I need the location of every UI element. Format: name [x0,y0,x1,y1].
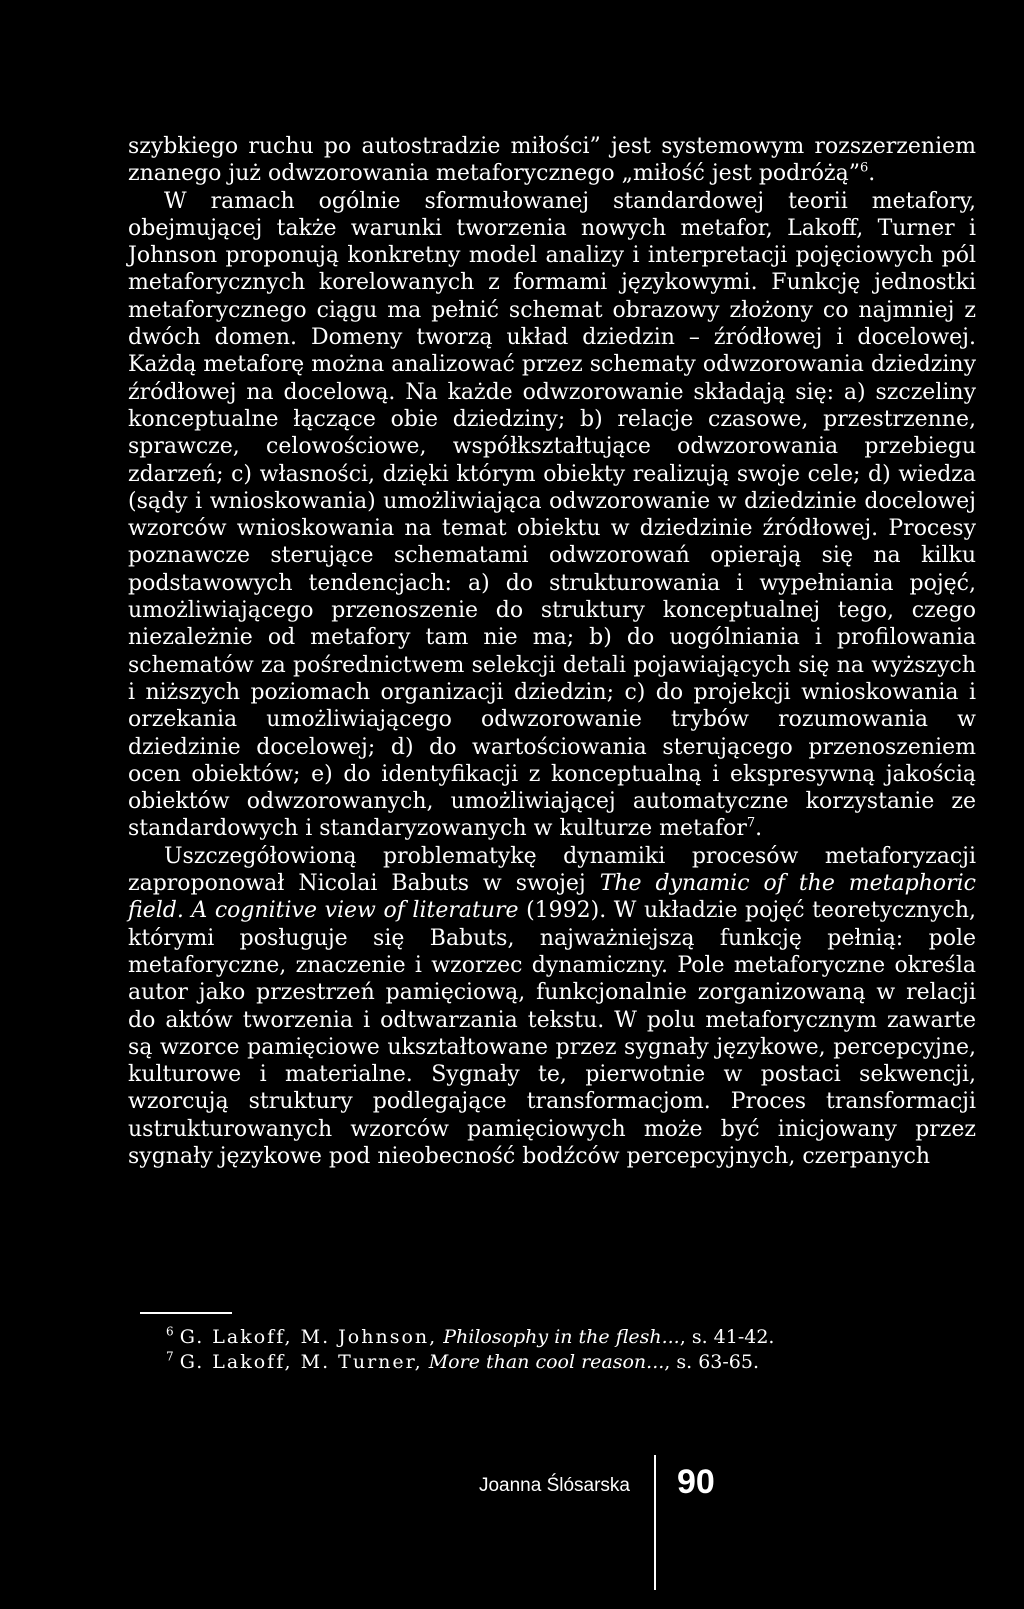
footnote-number: 6 [166,1324,174,1339]
paragraph [128,133,976,188]
paragraph-text: (1992). W układzie pojęć teoretycznych, którymi posługuje się Babuts, najważniejszą funkcję pełnią: pole metaforyczne, znaczenie i wzorzec dynamiczny. Pole metaforyczne określa autor jako przestrzeń pamięciową, funkcjonalnie zorganizowaną w relacji do aktów tworzenia i odtwarzania tekstu. W polu metaforycznym zawarte są wzorce pamięciowe ukształtowane przez sygnały językowe, percepcyjne, kulturowe i materialne. Sygnały te, pierwotnie w postaci sekwencji, wzorcują struktury podlegające transformacjom. Proces transformacji ustrukturowanych wzorców pamięciowych może być inicjowany przez sygnały językowe pod nieobecność bodźców percepcyjnych, czerpanych [128,898,976,1169]
footnote-ref[interactable]: 6 [859,160,869,176]
footnote-pages: , s. 63-65. [664,1351,760,1373]
footnote-separator [140,1312,232,1314]
footnote-title: Philosophy in the flesh... [443,1326,680,1348]
footer-divider [654,1455,656,1590]
footnote-number: 7 [166,1349,174,1364]
paragraph [128,188,976,843]
body-text [128,133,976,1170]
footnote-title: More than cool reason... [428,1351,665,1373]
footnote [166,1350,866,1375]
page-number: 90 [677,1463,715,1501]
paragraph-text: Uszczegółowioną problematykę dynamiki procesów metaforyzacji zaproponował Nicolai Babuts w swojej [128,843,976,897]
footnote-authors: G. Lakoff, M. Turner, [179,1351,423,1373]
paragraph-text: . [868,161,876,187]
book-title: The dynamic of the metaphoric field. A cognitive view of literature [128,871,977,924]
paragraph-text: szybkiego ruchu po autostradzie miłości” jest systemowym rozszerzeniem znanego już odwzorowania metaforycznego „miłość jest podróżą” [128,134,976,187]
paragraph-text: . [755,816,763,842]
footnote-authors: G. Lakoff, M. Johnson, [179,1326,438,1348]
footnote-pages: , s. 41-42. [679,1326,775,1348]
footnotes [166,1325,866,1375]
paragraph [128,843,976,1171]
footnote [166,1325,866,1350]
footnote-ref[interactable]: 7 [746,816,756,832]
paragraph-text: W ramach ogólnie sformułowanej standardowej teorii metafory, obejmującej także warunki tworzenia nowych metafor, Lakoff, Turner i Johnson proponują konkretny model analizy i interpretacji pojęciowych pól metaforycznych korelowanych z formami językowymi. Funkcję jednostki metaforycznego ciągu ma pełnić schemat obrazowy złożony co najmniej z dwóch domen. Domeny tworzą układ dziedzin – źródłowej i docelowej. Każdą metaforę można analizować przez schematy odwzorowania dziedziny źródłowej na docelową. Na każde odwzorowanie składają się: a) szczeliny konceptualne łączące obie dziedziny; b) relacje czasowe, przestrzenne, sprawcze, celowościowe, współkształtujące odwzorowania przebiegu zdarzeń; c) własności, dzięki którym obiekty realizują swoje cele; d) wiedza (sądy i wnioskowania) umożliwiająca odwzorowanie w dziedzinie docelowej wzorców wnioskowania na temat obiektu w dziedzinie źródłowej. Procesy poznawcze sterujące schematami odwzorowań opierają się na kilku podstawowych tendencjach: a) do strukturowania i wypełniania pojęć, umożliwiającego przenoszenie do struktury konceptualnej tego, czego niezależnie od metafory tam nie ma; b) do uogólniania i profilowania schematów za pośrednictwem selekcji detali pojawiających się na wyższych i niższych poziomach organizacji dziedzin; c) do projekcji wnioskowania i orzekania umożliwiającego odwzorowanie trybów rozumowania w dziedzinie docelowej; d) do wartościowania sterującego przenoszeniem ocen obiektów; e) do identyfikacji z konceptualną i ekspresywną jakością obiektów odwzorowanych, umożliwiającej automatyczne korzystanie ze standardowych i standaryzowanych w kulturze metafor [128,188,976,842]
running-footer-author: Joanna Ślósarska [478,1475,630,1496]
